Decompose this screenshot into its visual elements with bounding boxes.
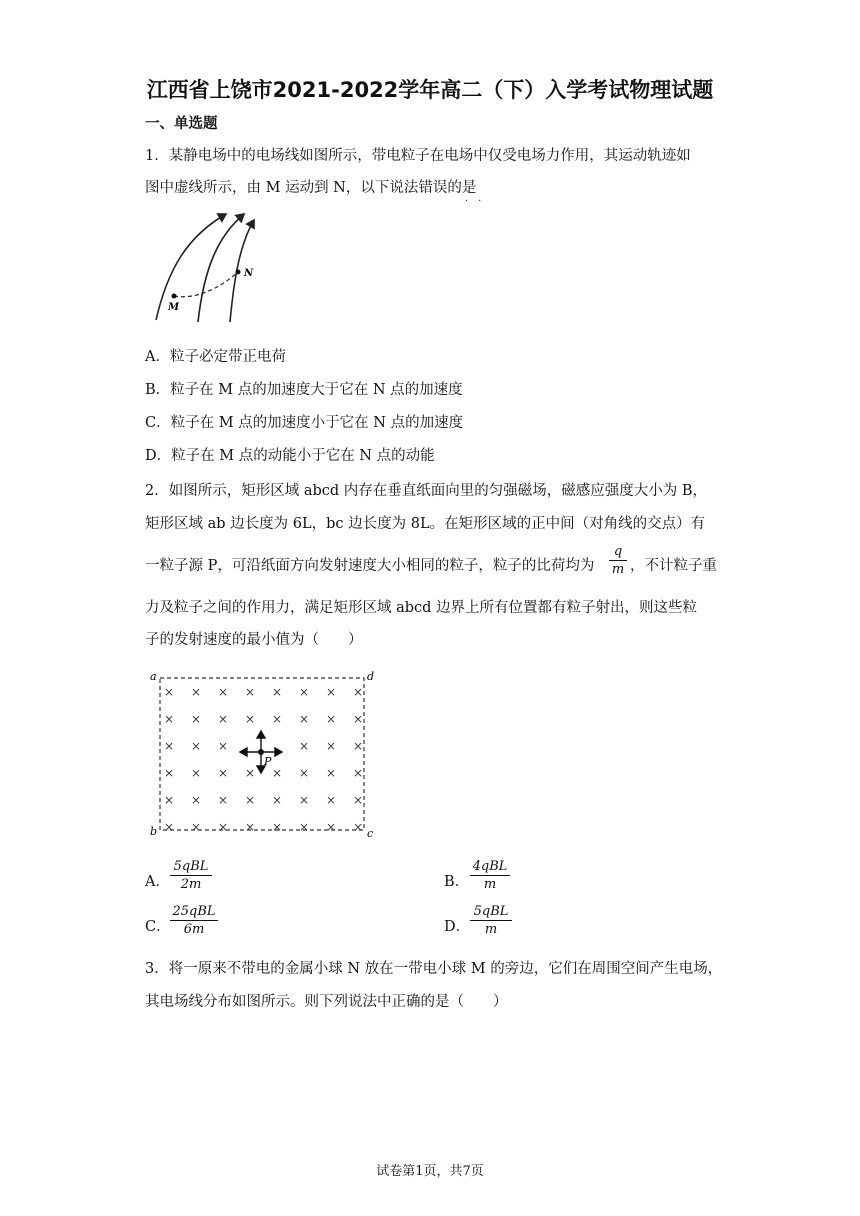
field-cross: × [326,793,337,807]
label-p: P [264,755,272,768]
q2-option-b-denominator: m [483,877,497,892]
field-cross: × [218,739,229,753]
field-cross: × [299,766,310,780]
q2-option-d-numerator: 5qBL [470,903,512,921]
field-cross: × [191,685,202,699]
q2-stem-line3b: ，不计粒子重 [630,558,717,574]
field-cross: × [326,712,337,726]
label-d: d [367,670,375,683]
field-cross: × [245,820,256,834]
q1-stem-line1: 1．某静电场中的电场线如图所示，带电粒子在电场中仅受电场力作用，其运动轨迹如 [145,148,691,164]
field-cross: × [164,820,175,834]
q1-option-d: D．粒子在 M 点的动能小于它在 N 点的动能 [145,448,435,464]
q2-option-d-denominator: m [484,922,498,937]
point-m [172,294,177,299]
q3-stem-line1: 3．将一原来不带电的金属小球 N 放在一带电小球 M 的旁边，它们在周围空间产生电场， [145,961,723,977]
point-n [236,270,241,275]
q2-option-d-label: D． [444,919,471,935]
field-cross: × [164,685,175,699]
q2-option-c-fraction [170,903,218,938]
label-b: b [150,825,158,838]
field-cross: × [218,820,229,834]
charge-mass-ratio [609,543,627,578]
q1-option-c: C．粒子在 M 点的加速度小于它在 N 点的加速度 [145,415,464,431]
field-cross: × [353,820,364,834]
field-cross: × [245,685,256,699]
field-cross: × [272,793,283,807]
ratio-denominator: m [611,562,625,577]
field-cross: × [164,712,175,726]
field-cross: × [353,685,364,699]
field-cross: × [299,793,310,807]
q2-option-a-label: A． [145,874,170,890]
q2-option-c-numerator: 25qBL [170,903,218,921]
field-line-1 [156,214,226,320]
field-cross: × [218,766,229,780]
field-cross: × [272,685,283,699]
field-cross: × [164,739,175,753]
emphasis-dots: ·· [465,196,492,207]
label-a: a [150,670,157,683]
q2-option-a-numerator: 5qBL [170,858,212,876]
q1-field-figure [150,208,260,326]
field-cross: × [326,766,337,780]
exam-title: 江西省上饶市2021-2022学年高二（下）入学考试物理试题 [146,78,714,102]
q1-option-b: B．粒子在 M 点的加速度大于它在 N 点的加速度 [145,382,463,398]
field-cross: × [353,712,364,726]
label-m: M [168,302,180,313]
field-cross: × [164,793,175,807]
field-cross: × [245,712,256,726]
field-cross: × [272,712,283,726]
label-c: c [367,827,374,840]
field-cross: × [218,712,229,726]
field-cross: × [272,820,283,834]
field-cross: × [191,739,202,753]
label-n: N [244,268,254,279]
q1-option-a: A．粒子必定带正电荷 [145,349,286,365]
field-cross: × [245,766,256,780]
q2-stem-line5: 子的发射速度的最小值为（ ） [145,632,363,648]
field-cross: × [191,766,202,780]
q2-stem-line4: 力及粒子之间的作用力，满足矩形区域 abcd 边界上所有位置都有粒子射出，则这些粒 [145,600,698,616]
field-cross: × [299,739,310,753]
field-cross: × [245,793,256,807]
q2-option-b-label: B． [444,874,470,890]
q2-option-d-fraction [470,903,512,938]
q2-option-c-denominator: 6m [183,922,205,937]
field-cross: × [218,793,229,807]
q2-stem-line2: 矩形区域 ab 边长度为 6L，bc 边长度为 8L。在矩形区域的正中间（对角线的交点）有 [145,516,706,532]
q2-stem-line3a: 一粒子源 P，可沿纸面方向发射速度大小相同的粒子，粒子的比荷均为 [145,558,595,574]
field-cross: × [218,685,229,699]
q2-option-a-denominator: 2m [180,877,202,892]
field-cross: × [164,766,175,780]
q1-stem-line2: 图中虚线所示，由 M 运动到 N，以下说法错误的是 [145,180,477,196]
q2-option-c-label: C． [145,919,171,935]
q2-magnetic-field-figure [148,668,384,840]
field-cross: × [353,766,364,780]
section-heading: 一、单选题 [145,116,218,132]
field-cross: × [191,712,202,726]
field-cross: × [299,712,310,726]
q2-stem-line1: 2．如图所示，矩形区域 abcd 内存在垂直纸面向里的匀强磁场，磁感应强度大小为 B， [145,483,708,499]
q2-option-a-fraction [170,858,212,893]
field-cross: × [326,685,337,699]
q3-stem-line2: 其电场线分布如图所示。则下列说法中正确的是（ ） [145,994,508,1010]
field-cross: × [191,793,202,807]
field-cross: × [353,739,364,753]
ratio-numerator: q [609,543,627,561]
field-cross: × [191,820,202,834]
field-cross: × [326,739,337,753]
field-cross: × [353,793,364,807]
field-cross: × [299,820,310,834]
field-cross: × [299,685,310,699]
q2-option-b-numerator: 4qBL [470,858,510,876]
q2-option-b-fraction [470,858,510,893]
page-footer: 试卷第1页，共7页 [376,1164,484,1179]
field-cross: × [272,766,283,780]
field-cross: × [326,820,337,834]
